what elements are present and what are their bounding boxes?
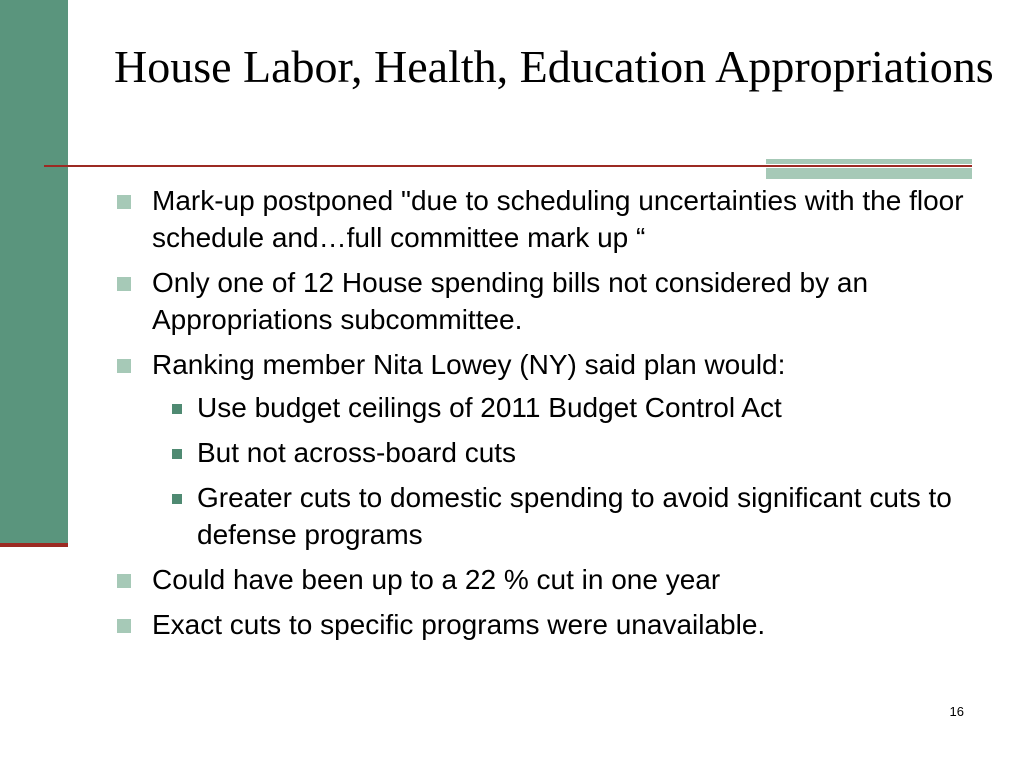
- bullet-text: Only one of 12 House spending bills not considered by an Appropriations subcommittee.: [152, 267, 869, 335]
- bullet-item: [112, 264, 982, 338]
- bullet-item: [112, 182, 982, 256]
- bullet-item: [112, 561, 982, 598]
- square-bullet-icon: [117, 359, 131, 373]
- square-bullet-icon: [117, 195, 131, 209]
- sub-bullet-item: [152, 479, 982, 553]
- page-number: 16: [949, 704, 964, 719]
- square-bullet-icon: [172, 404, 182, 414]
- bullet-text: Exact cuts to specific programs were unavailable.: [152, 609, 766, 640]
- sub-bullet-text: Greater cuts to domestic spending to avoid significant cuts to defense programs: [197, 482, 952, 550]
- bullet-text: Mark-up postponed "due to scheduling uncertainties with the floor schedule and…full committee mark up “: [152, 185, 964, 253]
- sub-bullet-text: But not across-board cuts: [197, 437, 517, 468]
- sub-bullet-text: Use budget ceilings of 2011 Budget Control Act: [197, 392, 782, 423]
- sub-bullet-item: [152, 389, 982, 426]
- bullet-text: Ranking member Nita Lowey (NY) said plan would:: [152, 349, 786, 380]
- square-bullet-icon: [172, 494, 182, 504]
- bullet-list: [112, 182, 982, 651]
- sub-bullet-list: [152, 389, 982, 553]
- sub-bullet-item: [152, 434, 982, 471]
- left-accent-bar: [0, 0, 68, 546]
- square-bullet-icon: [117, 574, 131, 588]
- square-bullet-icon: [117, 277, 131, 291]
- square-bullet-icon: [172, 449, 182, 459]
- bullet-item: [112, 606, 982, 643]
- square-bullet-icon: [117, 619, 131, 633]
- slide-title: House Labor, Health, Education Appropriations: [114, 41, 994, 92]
- bullet-text: Could have been up to a 22 % cut in one year: [152, 564, 721, 595]
- left-accent-rule: [0, 543, 68, 547]
- title-accent-stripes: [766, 159, 972, 179]
- bullet-item: [112, 346, 982, 553]
